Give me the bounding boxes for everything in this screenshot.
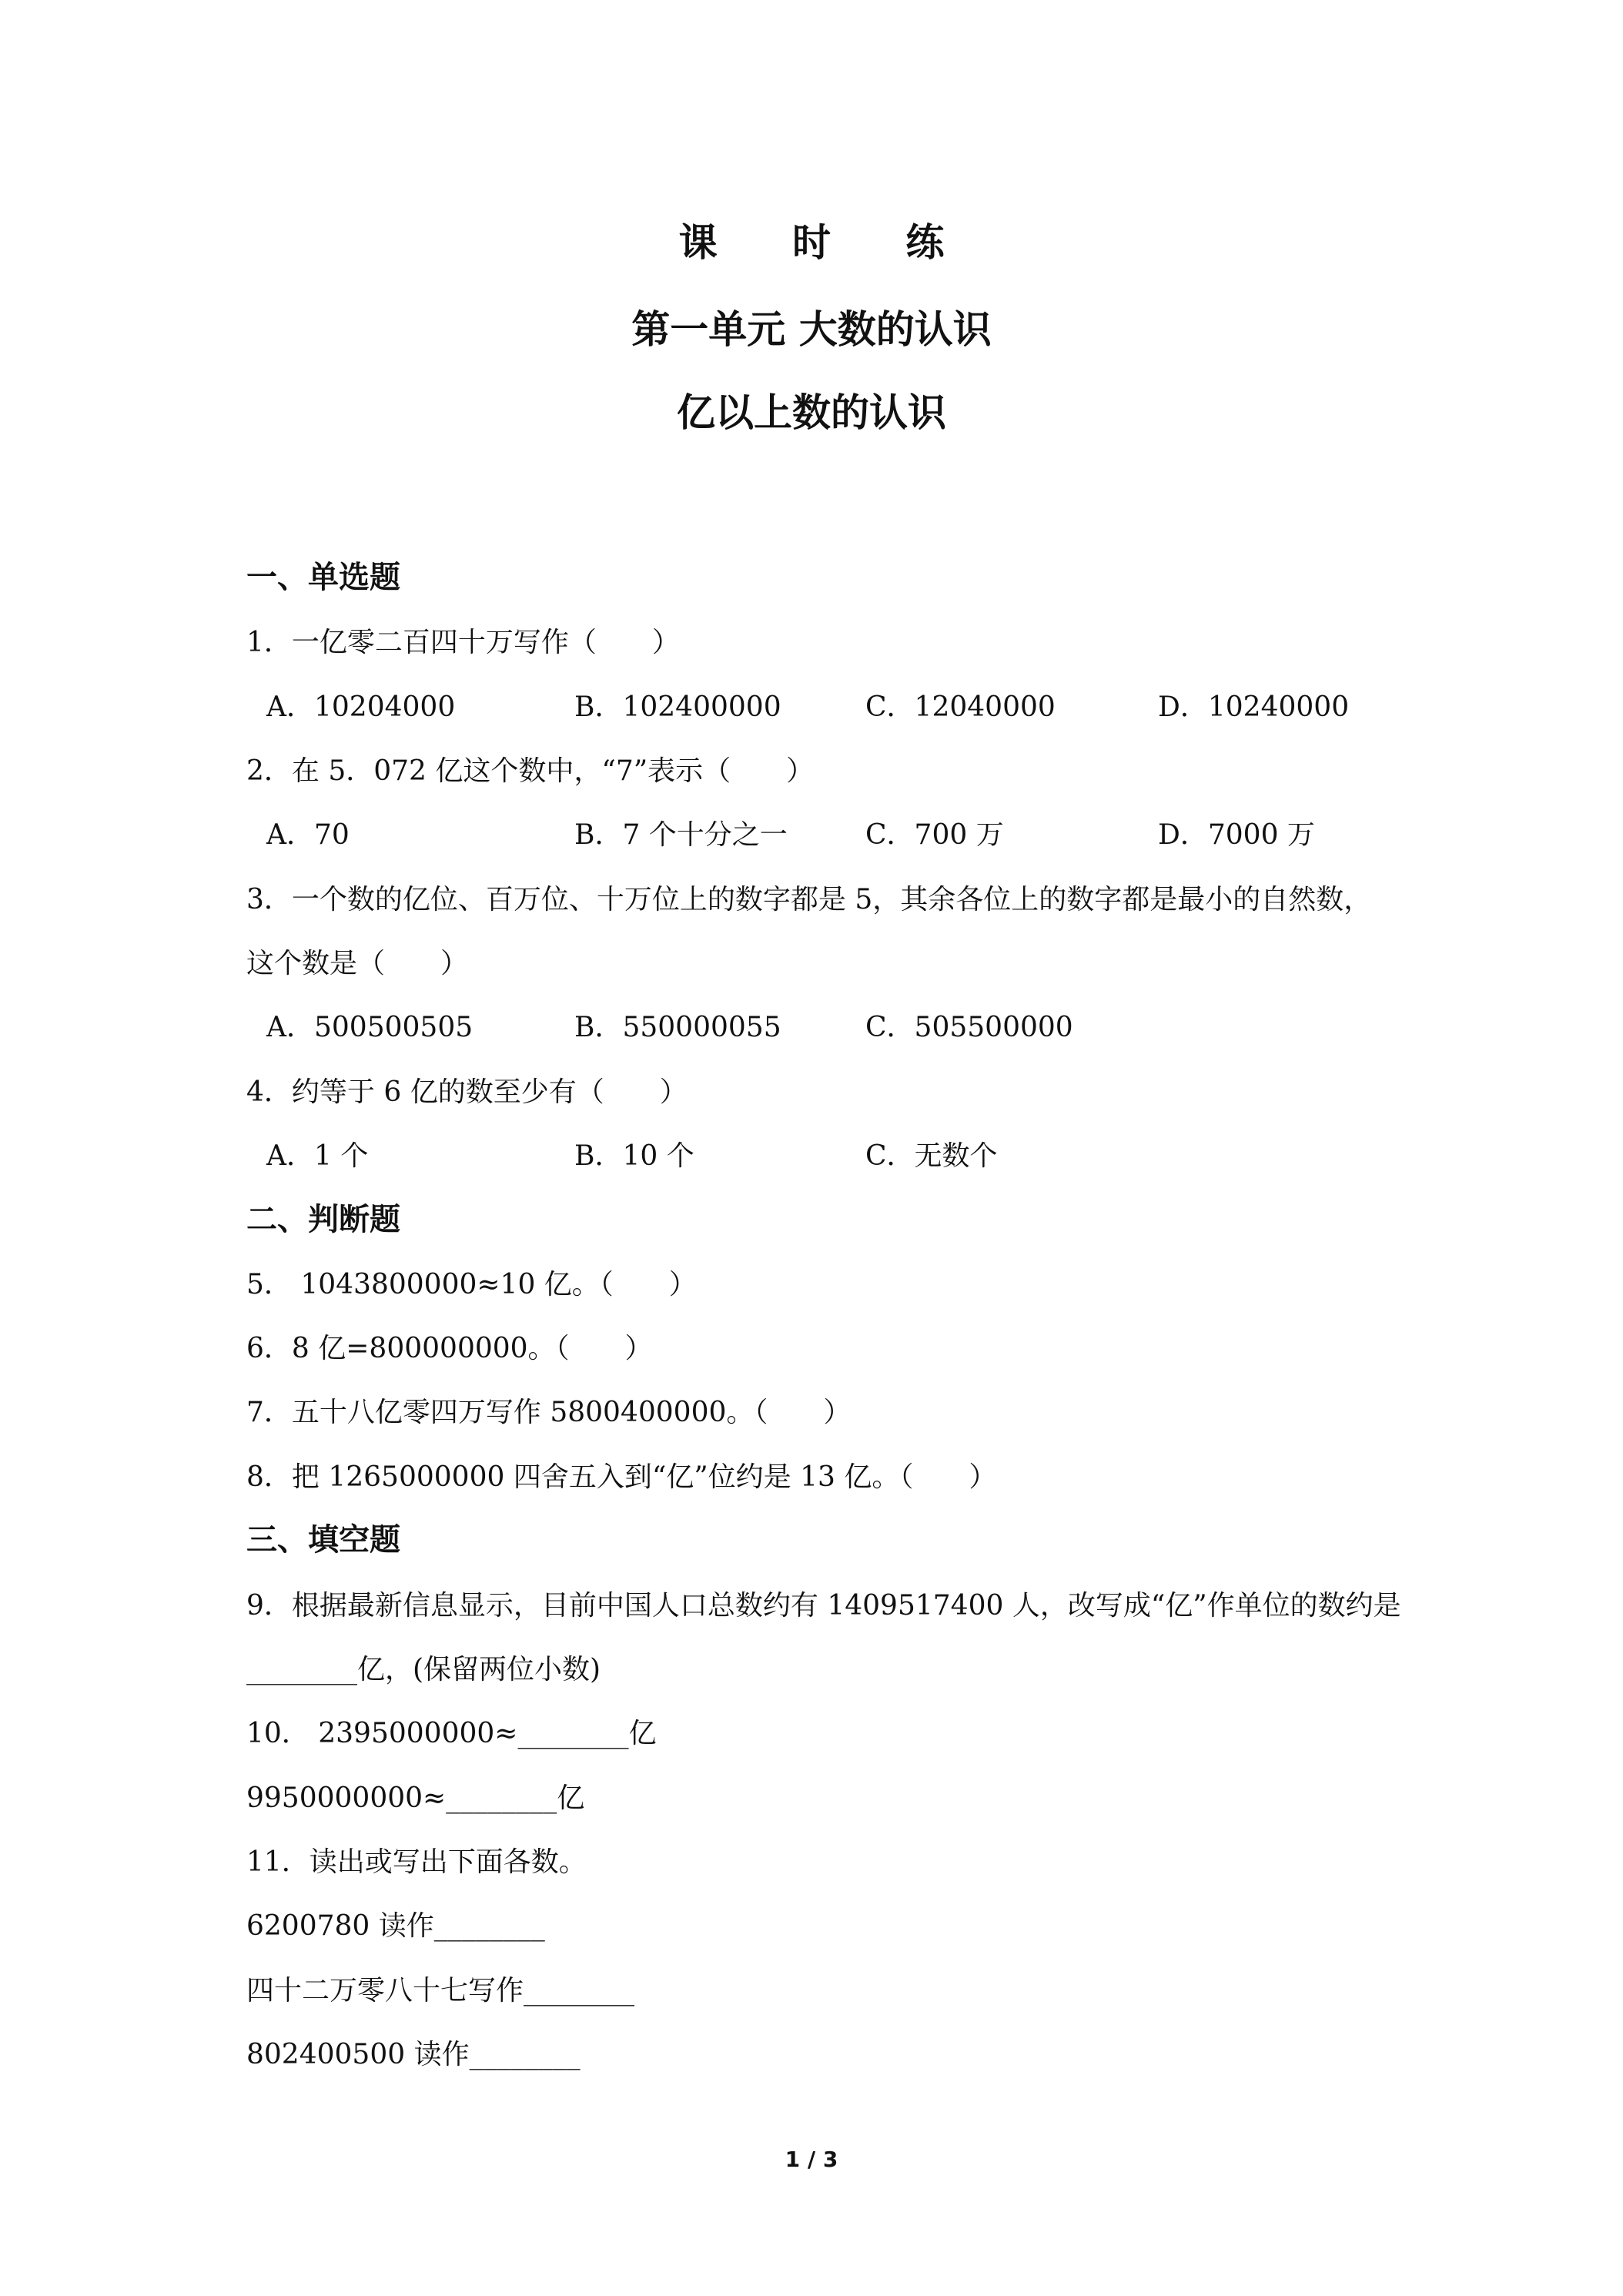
q2-option-d: D．7000 万 — [1158, 819, 1315, 851]
q1-option-c: C．12040000 — [865, 691, 1056, 723]
q4-option-b: B．10 个 — [574, 1140, 694, 1172]
q4-option-c: C．无数个 — [865, 1140, 998, 1172]
question-10-line-1: 10． 2395000000≈________亿 — [246, 1718, 657, 1749]
question-5: 5． 1043800000≈10 亿。（ ） — [246, 1269, 697, 1300]
q3-option-b: B．550000055 — [574, 1012, 781, 1043]
question-10-line-2: 9950000000≈________亿 — [246, 1782, 585, 1814]
question-11-item-a: 6200780 读作________ — [246, 1910, 545, 1942]
q2-option-c: C．700 万 — [865, 819, 1004, 851]
q1-option-a: A．10204000 — [266, 691, 456, 723]
section-heading-single-choice: 一、单选题 — [246, 559, 400, 595]
question-2: 2．在 5．072 亿这个数中，“7”表示（ ） — [246, 755, 815, 787]
q1-option-b: B．102400000 — [574, 691, 781, 723]
question-4: 4．约等于 6 亿的数至少有（ ） — [246, 1076, 688, 1108]
question-11-item-c: 802400500 读作________ — [246, 2039, 581, 2070]
q1-option-d: D．10240000 — [1158, 691, 1350, 723]
question-8: 8．把 1265000000 四舍五入到“亿”位约是 13 亿。（ ） — [246, 1461, 997, 1493]
q4-option-a: A．1 个 — [266, 1140, 369, 1172]
q3-option-a: A．500500505 — [266, 1012, 474, 1043]
lesson-title: 亿以上数的认识 — [677, 390, 946, 435]
q2-option-b: B．7 个十分之一 — [574, 819, 788, 851]
question-9-line-1: 9．根据最新信息显示，目前中国人口总数约有 1409517400 人，改写成“亿”作单位的数约是 — [246, 1590, 1401, 1622]
page-number: 1 / 3 — [785, 2147, 838, 2172]
question-3-line-2: 这个数是（ ） — [246, 948, 469, 979]
section-heading-fill-in: 三、填空题 — [246, 1521, 400, 1558]
question-9-line-2: ________亿，(保留两位小数) — [246, 1654, 601, 1685]
worksheet-title: 课 时 练 — [678, 219, 975, 265]
section-heading-true-false: 二、判断题 — [246, 1201, 400, 1237]
unit-title: 第一单元 大数的认识 — [631, 306, 992, 352]
question-3-line-1: 3．一个数的亿位、百万位、十万位上的数字都是 5，其余各位上的数字都是最小的自然数， — [246, 884, 1372, 915]
q2-option-a: A．70 — [266, 819, 350, 851]
question-11-item-b: 四十二万零八十七写作________ — [246, 1975, 635, 2006]
question-11: 11．读出或写出下面各数。 — [246, 1846, 587, 1878]
question-6: 6．8 亿=800000000。（ ） — [246, 1333, 653, 1364]
q3-option-c: C．505500000 — [865, 1012, 1073, 1043]
question-1: 1．一亿零二百四十万写作（ ） — [246, 627, 680, 658]
question-7: 7．五十八亿零四万写作 5800400000。（ ） — [246, 1397, 852, 1428]
